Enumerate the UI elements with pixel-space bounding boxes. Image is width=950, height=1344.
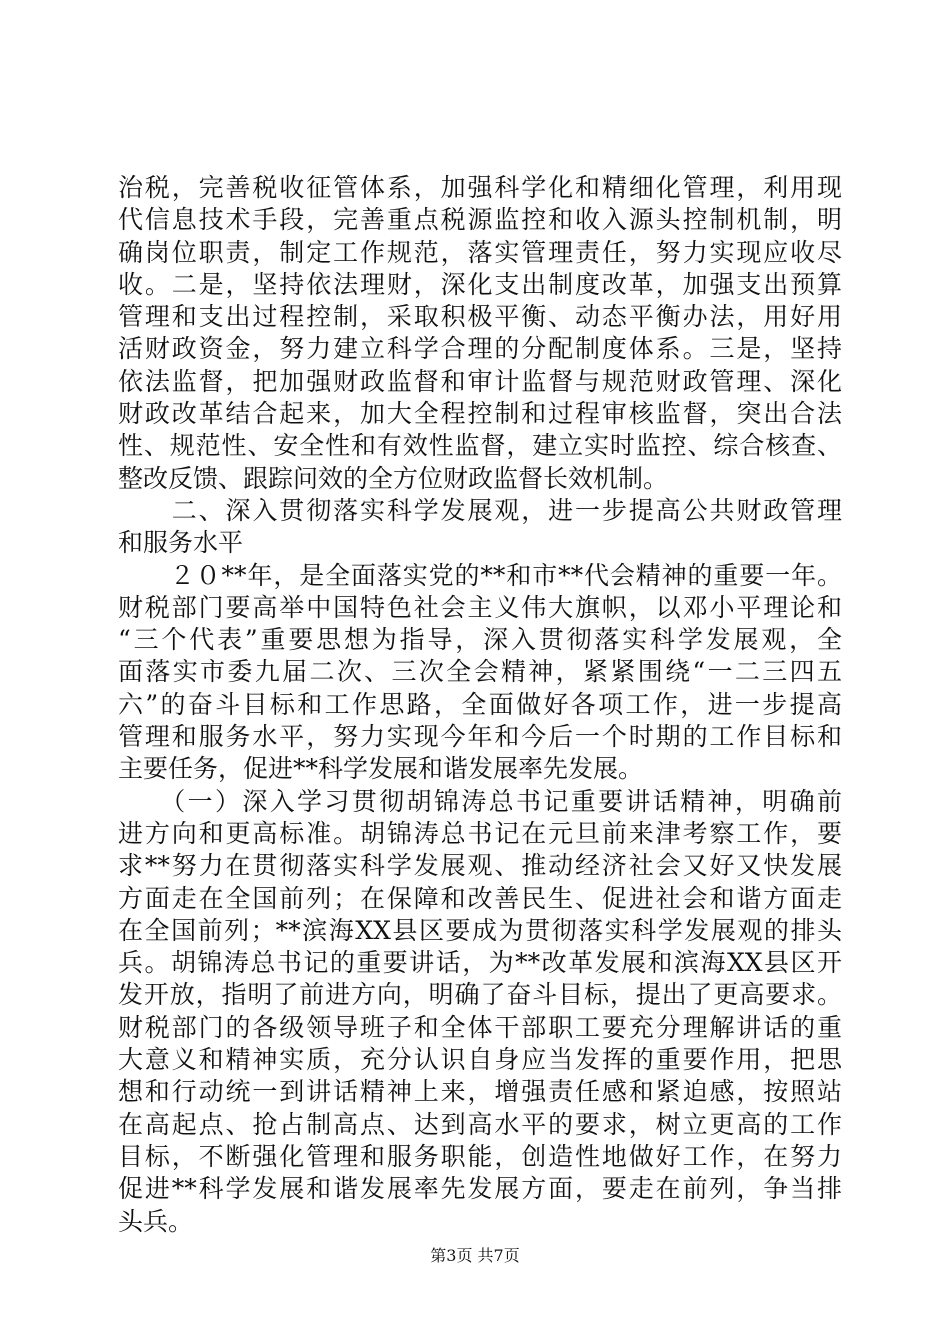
text-line: ２０**年，是全面落实党的**和市**代会精神的重要一年。	[118, 560, 842, 590]
text-line: 大意义和精神实质，充分认识自身应当发挥的重要作用，把思	[118, 1045, 842, 1075]
text-line: 确岗位职责，制定工作规范，落实管理责任，努力实现应收尽	[118, 237, 842, 267]
text-line: 在高起点、抢占制高点、达到高水平的要求，树立更高的工作	[118, 1109, 842, 1139]
text-line: 依法监督，把加强财政监督和审计监督与规范财政管理、深化	[118, 366, 842, 396]
text-line: 治税，完善税收征管体系，加强科学化和精细化管理，利用现	[118, 173, 842, 202]
text-line: 主要任务，促进**科学发展和谐发展率先发展。	[118, 754, 644, 784]
text-line: 管理和服务水平，努力实现今年和今后一个时期的工作目标和	[118, 722, 842, 752]
text-line: “三个代表”重要思想为指导，深入贯彻落实科学发展观，全	[118, 625, 842, 655]
text-line: 目标，不断强化管理和服务职能，创造性地做好工作，在努力	[118, 1141, 842, 1171]
text-line: 管理和支出过程控制，采取积极平衡、动态平衡办法，用好用	[118, 302, 842, 332]
text-line: 活财政资金，努力建立科学合理的分配制度体系。三是，坚持	[118, 334, 842, 364]
section-heading-line: 二、深入贯彻落实科学发展观，进一步提高公共财政管理	[118, 495, 842, 525]
text-line: 财政改革结合起来，加大全程控制和过程审核监督，突出合法	[118, 399, 842, 429]
page-number-footer: 第3页 共7页	[430, 1246, 520, 1265]
text-line: 发开放，指明了前进方向，明确了奋斗目标，提出了更高要求。	[118, 980, 842, 1010]
text-line: 六”的奋斗目标和工作思路，全面做好各项工作，进一步提高	[118, 689, 842, 719]
text-line: 想和行动统一到讲话精神上来，增强责任感和紧迫感，按照站	[118, 1077, 842, 1107]
text-line: 性、规范性、安全性和有效性监督，建立实时监控、综合核查、	[118, 431, 842, 461]
text-line: （一）深入学习贯彻胡锦涛总书记重要讲话精神，明确前	[118, 786, 842, 816]
text-line: 整改反馈、跟踪问效的全方位财政监督长效机制。	[118, 463, 669, 493]
text-line: 求**努力在贯彻落实科学发展观、推动经济社会又好又快发展	[118, 851, 842, 881]
section-heading-line: 和服务水平	[118, 528, 244, 558]
text-line: 方面走在全国前列；在保障和改善民生、促进社会和谐方面走	[118, 883, 842, 913]
document-body	[118, 172, 842, 1238]
text-line: 进方向和更高标准。胡锦涛总书记在元旦前来津考察工作，要	[118, 818, 842, 848]
text-line: 财税部门的各级领导班子和全体干部职工要充分理解讲话的重	[118, 1012, 842, 1042]
text-line: 在全国前列；**滨海XX县区要成为贯彻落实科学发展观的排头	[118, 915, 842, 945]
text-line: 财税部门要高举中国特色社会主义伟大旗帜，以邓小平理论和	[118, 592, 842, 622]
text-line: 收。二是，坚持依法理财，深化支出制度改革，加强支出预算	[118, 269, 842, 299]
text-line: 面落实市委九届二次、三次全会精神，紧紧围绕“一二三四五	[118, 657, 842, 687]
text-line: 促进**科学发展和谐发展率先发展方面，要走在前列，争当排	[118, 1174, 842, 1204]
text-line: 头兵。	[118, 1206, 194, 1236]
text-line: 兵。胡锦涛总书记的重要讲话，为**改革发展和滨海XX县区开	[118, 948, 842, 978]
text-line: 代信息技术手段，完善重点税源监控和收入源头控制机制，明	[118, 205, 842, 235]
